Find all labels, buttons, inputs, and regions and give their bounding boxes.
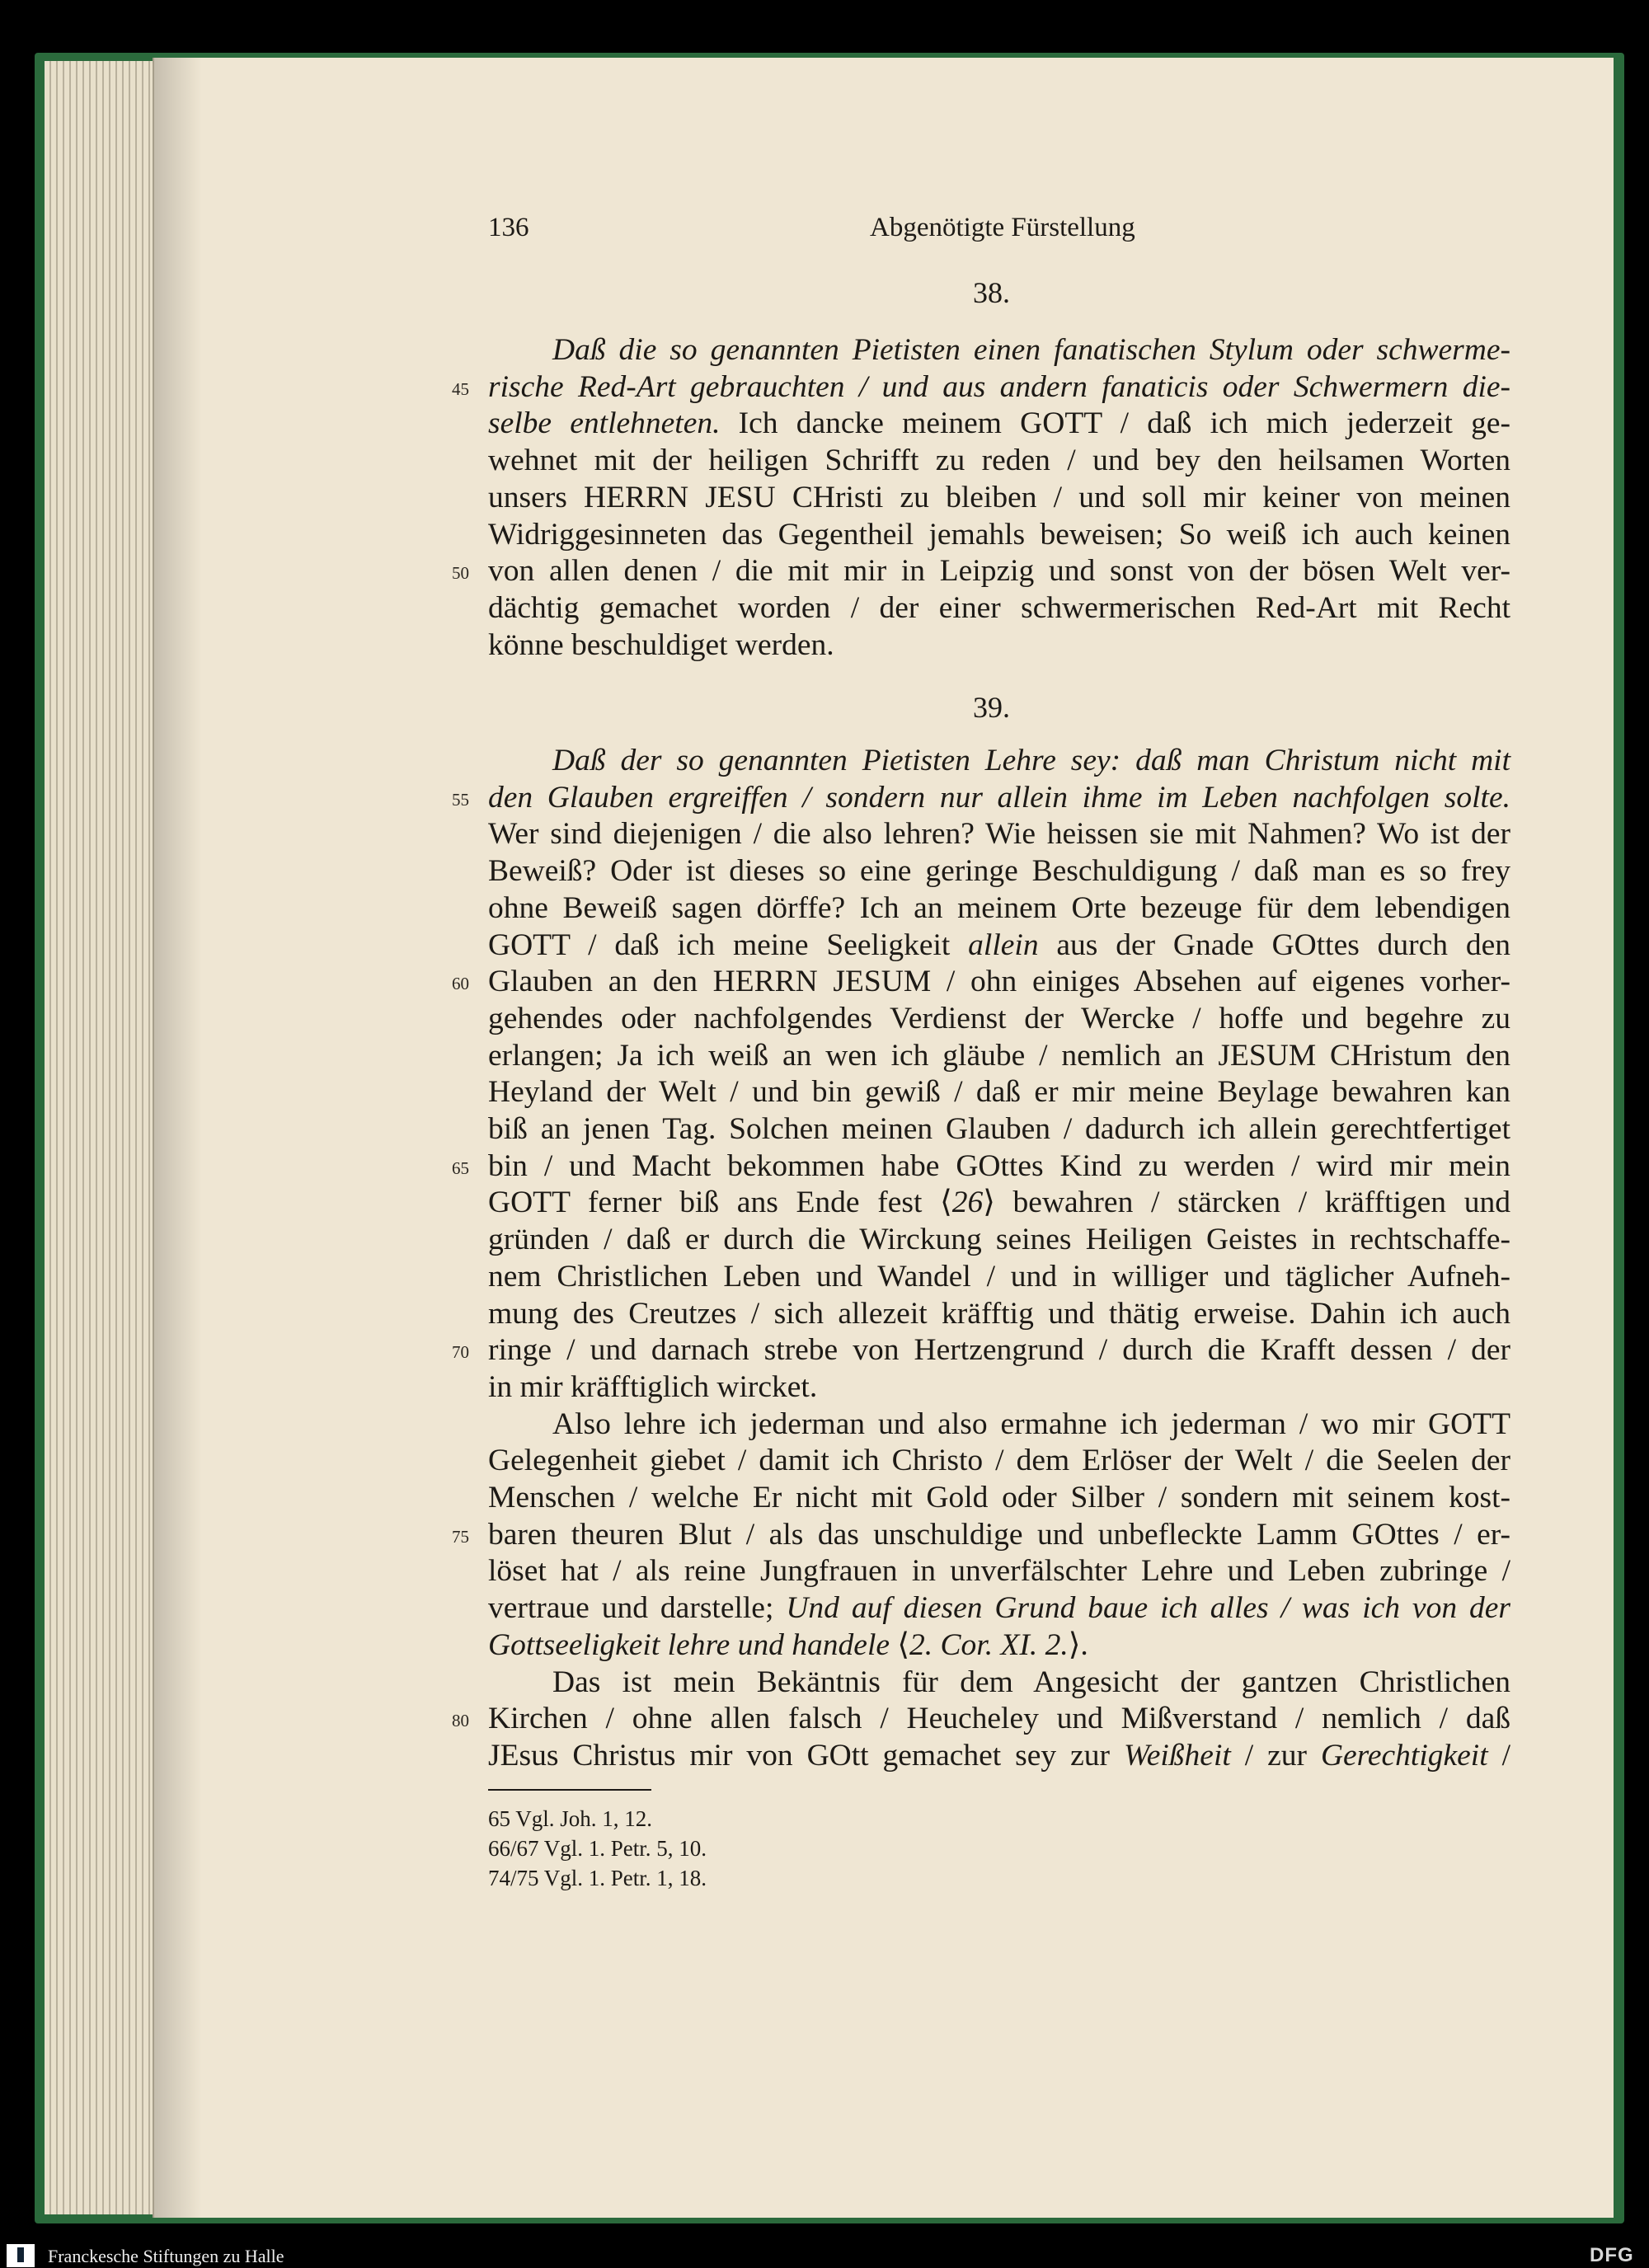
text-segment: Und auf diesen Grund baue ich alles / was ich von der [786, 1591, 1510, 1626]
text-segment: Widriggesinneten das Gegentheil jemahls beweisen; So weiß ich auch keinen [488, 517, 1510, 552]
text-line [488, 1331, 1510, 1369]
footnote: 65 Vgl. Joh. 1, 12. [488, 1806, 653, 1831]
text-segment: Ich dancke meinem GOTT / daß ich mich jederzeit ge- [720, 406, 1510, 441]
text-segment: dächtig gemachet worden / der einer schwermerischen Red-Art mit Recht [488, 590, 1510, 625]
text-line [488, 890, 1510, 927]
text-line [488, 1406, 1510, 1444]
page-gutter-shadow [153, 58, 202, 2218]
line-number: 75 [452, 1526, 469, 1547]
text-line [488, 589, 1510, 627]
text-segment: könne beschuldiget werden. [488, 627, 834, 662]
text-segment: Weißheit [1123, 1738, 1231, 1773]
text-line [488, 1000, 1510, 1038]
text-line [488, 369, 1510, 406]
text-line [488, 1258, 1510, 1296]
text-segment: Daß der so genannten Pietisten Lehre sey: daß man Christum nicht mit [552, 744, 1510, 777]
text-segment: erlangen; Ja ich weiß an wen ich gläube / nemlich an JESUM CHristum den [488, 1038, 1510, 1073]
text-segment: rische Red-Art gebrauchten / und aus andern fanaticis oder Schwermern die- [488, 369, 1510, 404]
text-segment: aus der Gnade GOttes durch den [1038, 927, 1510, 962]
text-segment: / [1487, 1738, 1510, 1773]
text-segment: von allen denen / die mit mir in Leipzig und sonst von der bösen Welt ver- [488, 554, 1510, 589]
text-line [488, 1221, 1510, 1259]
text-segment: Gelegenheit giebet / damit ich Christo / dem Erlöser der Welt / die Seelen der [488, 1444, 1510, 1478]
text-segment: ohne Beweiß sagen dörffe? Ich an meinem Orte bezeuge für dem lebendigen [488, 890, 1510, 925]
footnote-rule [488, 1789, 651, 1791]
text-segment: ⟩ bewahren / stärcken / kräfftigen und [983, 1186, 1510, 1220]
text-segment: Daß die so genannten Pietisten einen fanatischen Stylum oder schwerme- [552, 333, 1510, 367]
text-segment: Glauben an den HERRN JESUM / ohn einiges Absehen auf eigenes vorher- [488, 965, 1510, 999]
text-segment: Gerechtigkeit [1320, 1738, 1488, 1773]
text-line [488, 1589, 1510, 1627]
text-segment: mung des Creutzes / sich allezeit kräfftig und thätig erweise. Dahin ich auch [488, 1296, 1510, 1331]
text-segment: selbe entlehneten. [488, 406, 721, 441]
text-line [488, 1369, 1510, 1406]
text-line [488, 1552, 1510, 1590]
text-line [488, 1700, 1510, 1738]
text-line [488, 516, 1510, 554]
text-line [488, 1037, 1510, 1075]
running-title: Abgenötigte Fürstellung [870, 213, 1135, 242]
text-line [488, 742, 1510, 780]
page-number: 136 [488, 213, 529, 242]
text-segment: GOTT ferner biß ans Ende fest ⟨ [488, 1186, 952, 1220]
line-number: 70 [452, 1342, 469, 1363]
text-segment: ringe / und darnach strebe von Hertzengrund / durch die Krafft dessen / der [488, 1333, 1510, 1368]
text-line [488, 1516, 1510, 1554]
text-segment: Heyland der Welt / und bin gewiß / daß er mir meine Beylage bewahren kan [488, 1075, 1510, 1110]
text-segment: Also lehre ich jederman und also ermahne ich jederman / wo mir GOTT [552, 1406, 1510, 1441]
text-segment: 26 [951, 1186, 984, 1220]
text-segment: allein [968, 927, 1039, 962]
text-line [488, 1073, 1510, 1111]
text-line [488, 1184, 1510, 1222]
footnote: 66/67 Vgl. 1. Petr. 5, 10. [488, 1836, 707, 1861]
dfg-logo: DFG [1590, 2244, 1634, 2266]
section-number-38: 38. [973, 276, 1010, 309]
text-line [488, 1664, 1510, 1702]
text-line [488, 852, 1510, 890]
text-line [488, 627, 1510, 664]
text-line [488, 1442, 1510, 1480]
text-segment: gehendes oder nachfolgendes Verdienst der Wercke / hoffe und begehre zu [488, 1001, 1510, 1035]
text-segment: 2. Cor. XI. 2. [909, 1627, 1069, 1662]
line-number: 60 [452, 974, 469, 994]
text-line [488, 1479, 1510, 1517]
text-segment: Kirchen / ohne allen falsch / Heucheley und Mißverstand / nemlich / daß [488, 1702, 1510, 1736]
line-number: 80 [452, 1711, 469, 1731]
line-number: 50 [452, 563, 469, 584]
text-segment: GOTT / daß ich meine Seeligkeit [488, 927, 969, 962]
line-number: 55 [452, 789, 469, 810]
text-line [488, 1627, 1510, 1665]
text-segment: Menschen / welche Er nicht mit Gold oder Silber / sondern mit seinem kost- [488, 1481, 1510, 1514]
text-segment: JEsus Christus mir von GOtt gemachet sey zur [488, 1738, 1124, 1773]
text-segment: Gottseeligkeit lehre und handele [488, 1627, 890, 1662]
section-number-39: 39. [973, 691, 1010, 724]
text-line [488, 815, 1510, 853]
text-segment: den Glauben ergreiffen / sondern nur allein ihme im Leben nachfolgen solte. [488, 780, 1510, 815]
text-line [488, 331, 1510, 369]
text-segment: löset hat / als reine Jungfrauen in unverfälschter Lehre und Leben zubringe / [488, 1554, 1510, 1589]
institution-logo-icon [7, 2244, 35, 2267]
text-segment: vertraue und darstelle; [488, 1591, 787, 1626]
text-segment: / zur [1230, 1738, 1321, 1773]
text-line [488, 479, 1510, 517]
text-segment: baren theuren Blut / als das unschuldige und unbefleckte Lamm GOttes / er- [488, 1517, 1510, 1552]
text-segment: Beweiß? Oder ist dieses so eine geringe Beschuldigung / daß man es so frey [488, 854, 1510, 889]
text-segment: wehnet mit der heiligen Schrifft zu reden / und bey den heilsamen Worten [488, 444, 1510, 478]
text-segment: Das ist mein Bekäntnis für dem Angesicht der gantzen Christlichen [552, 1665, 1510, 1699]
text-line [488, 1111, 1510, 1148]
text-segment: gründen / daß er durch die Wirckung seines Heiligen Geistes in rechtschaffe- [488, 1223, 1510, 1257]
text-line [488, 779, 1510, 817]
footnote: 74/75 Vgl. 1. Petr. 1, 18. [488, 1866, 707, 1890]
text-line [488, 405, 1510, 443]
line-number: 45 [452, 378, 469, 399]
text-line [488, 1295, 1510, 1333]
text-segment: ⟨ [890, 1627, 910, 1662]
text-line [488, 1737, 1510, 1775]
text-segment: bin / und Macht bekommen habe GOttes Kind zu werden / wird mir mein [488, 1148, 1510, 1183]
text-segment: unsers HERRN JESU CHristi zu bleiben / und soll mir keiner von meinen [488, 480, 1510, 514]
text-segment: biß an jenen Tag. Solchen meinen Glauben / dadurch ich allein gerechtfertiget [488, 1112, 1510, 1146]
text-segment: nem Christlichen Leben und Wandel / und in williger und täglicher Aufneh- [488, 1259, 1510, 1294]
text-line [488, 927, 1510, 965]
text-segment: ⟩. [1068, 1627, 1088, 1662]
text-segment: Wer sind diejenigen / die also lehren? Wie heissen sie mit Nahmen? Wo ist der [488, 817, 1510, 852]
institution-name: Franckesche Stiftungen zu Halle [48, 2246, 284, 2266]
text-line [488, 552, 1510, 590]
line-number: 65 [452, 1157, 469, 1178]
text-line [488, 442, 1510, 480]
text-segment: in mir kräfftiglich wircket. [488, 1369, 818, 1404]
text-line [488, 1148, 1510, 1186]
text-line [488, 963, 1510, 1001]
